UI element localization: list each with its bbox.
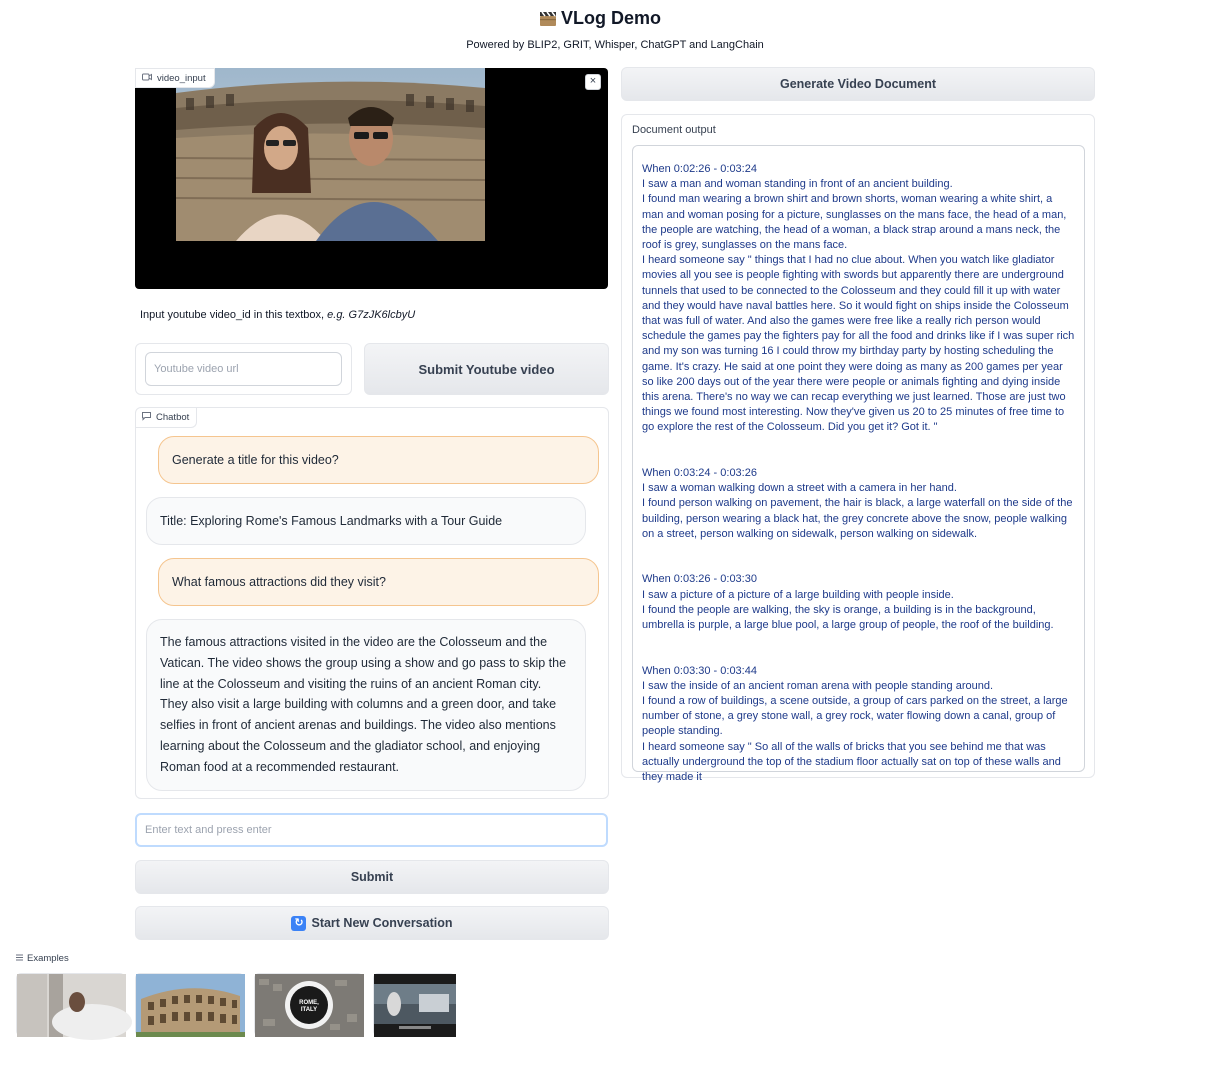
refresh-icon: ↻ [291, 916, 306, 931]
youtube-hint-text: Input youtube video_id in this textbox, [140, 309, 325, 321]
example-thumbnail[interactable] [373, 973, 455, 1036]
video-frame-image [176, 68, 485, 241]
chatbot-panel [135, 407, 609, 799]
example-image [17, 974, 126, 1037]
submit-button[interactable]: Submit [135, 860, 609, 894]
entry-time: When 0:03:30 - 0:03:44 [642, 664, 757, 677]
document-entry [642, 572, 1076, 633]
chat-message-bot: The famous attractions visited in the video are the Colosseum and the Vatican. The video shows the group using a show and go pass to skip the line at the Colosseum and visiting the ruins of an ancient Roman city. They also visit a large building with columns and a green door, and take selfies in front of ancient arenas and buildings. The video also mentions learning about the Colosseum and the gladiator school, and enjoying Roman food at a recommended restaurant. [146, 619, 586, 791]
entry-line: I found person walking on pavement, the hair is black, a large waterfall on the side of the building, person wearing a black hat, the grey concrete above the snow, people walking on a street, person walking on sidewalk, person walking on sidewalk. [642, 497, 1073, 540]
example-thumbnail[interactable] [16, 973, 125, 1036]
rome-italy-badge-line2: ITALY [300, 1007, 318, 1013]
entry-line: I found man wearing a brown shirt and brown shorts, woman wearing a white shirt, a man and woman posing for a picture, sunglasses on the mans face, the head of a man, the people are watching, the head of a woman, a black strap around a mans neck, the roof is grey, sunglasses on the mans face. [642, 193, 1067, 252]
entry-line: I found the people are walking, the sky is orange, a building is in the background, umbrella is purple, a large blue pool, a large group of people, the roof of the building. [642, 603, 1054, 632]
entry-line: I found a row of buildings, a scene outside, a group of cars parked on the street, a large number of stone, a grey stone wall, a grey rock, water flowing down a canal, group of people standing. [642, 695, 1068, 738]
example-thumbnail[interactable] [135, 973, 244, 1036]
list-icon [16, 953, 23, 964]
chat-text-input[interactable]: Enter text and press enter [135, 813, 608, 847]
close-video-button[interactable]: × [585, 74, 601, 90]
entry-time: When 0:02:26 - 0:03:24 [642, 163, 757, 175]
example-thumbnail[interactable] [254, 973, 363, 1036]
entry-time: When 0:03:26 - 0:03:30 [642, 573, 757, 586]
clapperboard-icon [539, 10, 557, 32]
app-subtitle: Powered by BLIP2, GRIT, Whisper, ChatGPT and LangChain [466, 39, 764, 51]
example-image [255, 974, 364, 1037]
youtube-url-container [135, 343, 352, 395]
chat-message-user: What famous attractions did they visit? [158, 558, 599, 606]
app-title [0, 8, 1200, 32]
examples-label-text: Examples [27, 953, 69, 964]
entry-line: I heard someone say " things that I had no clue about. When you watch like gladiator movies all you see is people fighting with swords but apparently there are underground tunnels that used to be connected to the Colosseum and they could fill it up with water and they would have naval battles here. So it would fight on ships inside the Colosseum that was full of water. And also the games were free like a really rich person would schedule the games pay the fighters pay for all the food and drinks like if I was super rich and my son was turning 16 I could throw my birthday party by hosting scheduling the game. It's crazy. He said at one point they were doing as many as 200 games per year so like 200 days out of the year there were people or animals fighting and dying inside this arena. There's no way we can recap everything we just learned. Those are just two things we found most interesting. Now they've given us 20 to 25 minutes of free time to go explore the rest of the Colosseum. Did you get it? Got it. " [642, 254, 1075, 434]
entry-line: I saw a woman walking down a street with a camera in her hand. [642, 482, 957, 495]
chat-message-user: Generate a title for this video? [158, 436, 599, 484]
app-title-text: VLog Demo [560, 8, 661, 28]
document-entry [642, 466, 1076, 542]
document-output-panel [621, 114, 1095, 784]
document-entry [642, 664, 1076, 786]
chatbot-label-text: Chatbot [156, 412, 190, 423]
document-output-label: Document output [632, 124, 716, 136]
youtube-hint [140, 309, 415, 321]
video-player[interactable] [135, 68, 608, 289]
video-label [135, 68, 215, 88]
examples-label [16, 953, 69, 964]
video-label-text: video_input [157, 72, 206, 84]
rome-italy-badge: ROME, [299, 1000, 319, 1006]
entry-line: I heard someone say " So all of the walls of bricks that you see behind me that was actually underground the top of the stadium floor actually sat on top of these walls and they made it [642, 740, 1061, 784]
chatbot-label [136, 408, 197, 428]
entry-line: I saw the inside of an ancient roman arena with people standing around. [642, 679, 994, 692]
chat-bubble-icon [142, 412, 151, 423]
start-new-conversation-button[interactable] [135, 906, 609, 940]
chat-message-bot: Title: Exploring Rome's Famous Landmarks with a Tour Guide [146, 497, 586, 545]
generate-video-document-button[interactable]: Generate Video Document [621, 67, 1095, 101]
example-image [136, 974, 245, 1037]
entry-line: I saw a picture of a picture of a large building with people inside. [642, 588, 954, 601]
video-camera-icon [142, 73, 152, 84]
document-entry [642, 162, 1076, 436]
start-new-conversation-label: Start New Conversation [311, 916, 453, 930]
submit-youtube-button[interactable]: Submit Youtube video [364, 343, 609, 395]
youtube-url-input[interactable]: Youtube video url [145, 352, 342, 386]
entry-line: I saw a man and woman standing in front of an ancient building. [642, 178, 953, 191]
example-image [374, 974, 456, 1037]
entry-time: When 0:03:24 - 0:03:26 [642, 467, 757, 480]
document-output-textarea[interactable] [632, 145, 1085, 784]
youtube-hint-example: e.g. G7zJK6lcbyU [327, 309, 416, 321]
